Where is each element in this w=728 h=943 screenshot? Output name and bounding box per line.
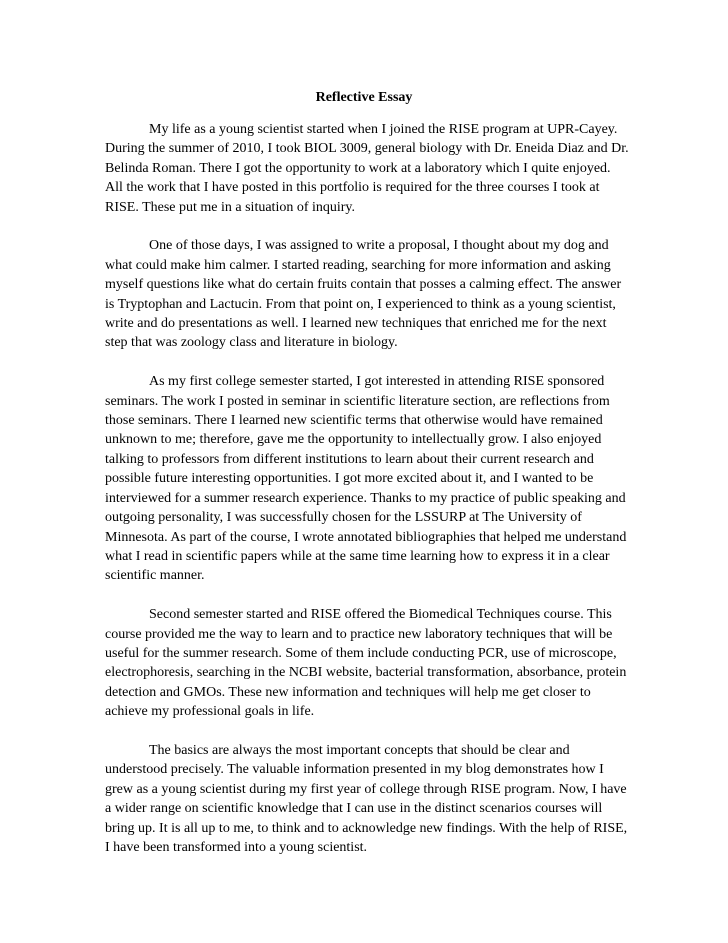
essay-paragraph-1: My life as a young scientist started when I joined the RISE program at UPR-Cayey. During the summer of 2010, I took BIOL 3009, general biology with Dr. Eneida Diaz and Dr. Belinda Roman. There I got the opportunity to work at a laboratory which I quite enjoyed. All the work that I have posted in this portfolio is required for the three courses I took at RISE. These put me in a situation of inquiry. xyxy=(105,122,629,215)
essay-body xyxy=(105,120,629,877)
essay-title: Reflective Essay xyxy=(315,90,413,105)
essay-paragraph-3: As my first college semester started, I got interested in attending RISE sponsored seminars. The work I posted in seminar in scientific literature section, are reflections from those seminars. There I learned new scientific terms that otherwise would have remained unknown to me; therefore, gave me the opportunity to intellectually grow. I also enjoyed talking to professors from different institutions to learn about their current research and possible future interesting opportunities. I got more excited about it, and I wanted to be interviewed for a summer research experience. Thanks to my practice of public speaking and outgoing personality, I was successfully chosen for the LSSURP at The University of Minnesota. As part of the course, I wrote annotated bibliographies that helped me understand what I read in scientific papers while at the same time learning how to express it in a clear scientific manner. xyxy=(105,374,627,584)
essay-paragraph-5: The basics are always the most important concepts that should be clear and understood precisely. The valuable information presented in my blog demonstrates how I grew as a young scientist during my first year of college through RISE program. Now, I have a wider range on scientific knowledge that I can use in the distinct scenarios courses will bring up. It is all up to me, to think and to acknowledge new findings. With the help of RISE, I have been transformed into a young scientist. xyxy=(105,742,628,855)
essay-paragraph-2: One of those days, I was assigned to write a proposal, I thought about my dog and what could make him calmer. I started reading, searching for more information and asking myself questions like what do certain fruits contain that posses a calming effect. The answer is Tryptophan and Lactucin. From that point on, I experienced to think as a young scientist, write and do presentations as well. I learned new techniques that enriched me for the next step that was zoology class and literature in biology. xyxy=(105,238,622,351)
essay-paragraph-4: Second semester started and RISE offered the Biomedical Techniques course. This course provided me the way to learn and to practice new laboratory techniques that will be useful for the summer research. Some of them include conducting PCR, use of microscope, electrophoresis, searching in the NCBI website, bacterial transformation, absorbance, protein detection and GMOs. These new information and techniques will help me get closer to achieve my professional goals in life. xyxy=(105,607,627,720)
